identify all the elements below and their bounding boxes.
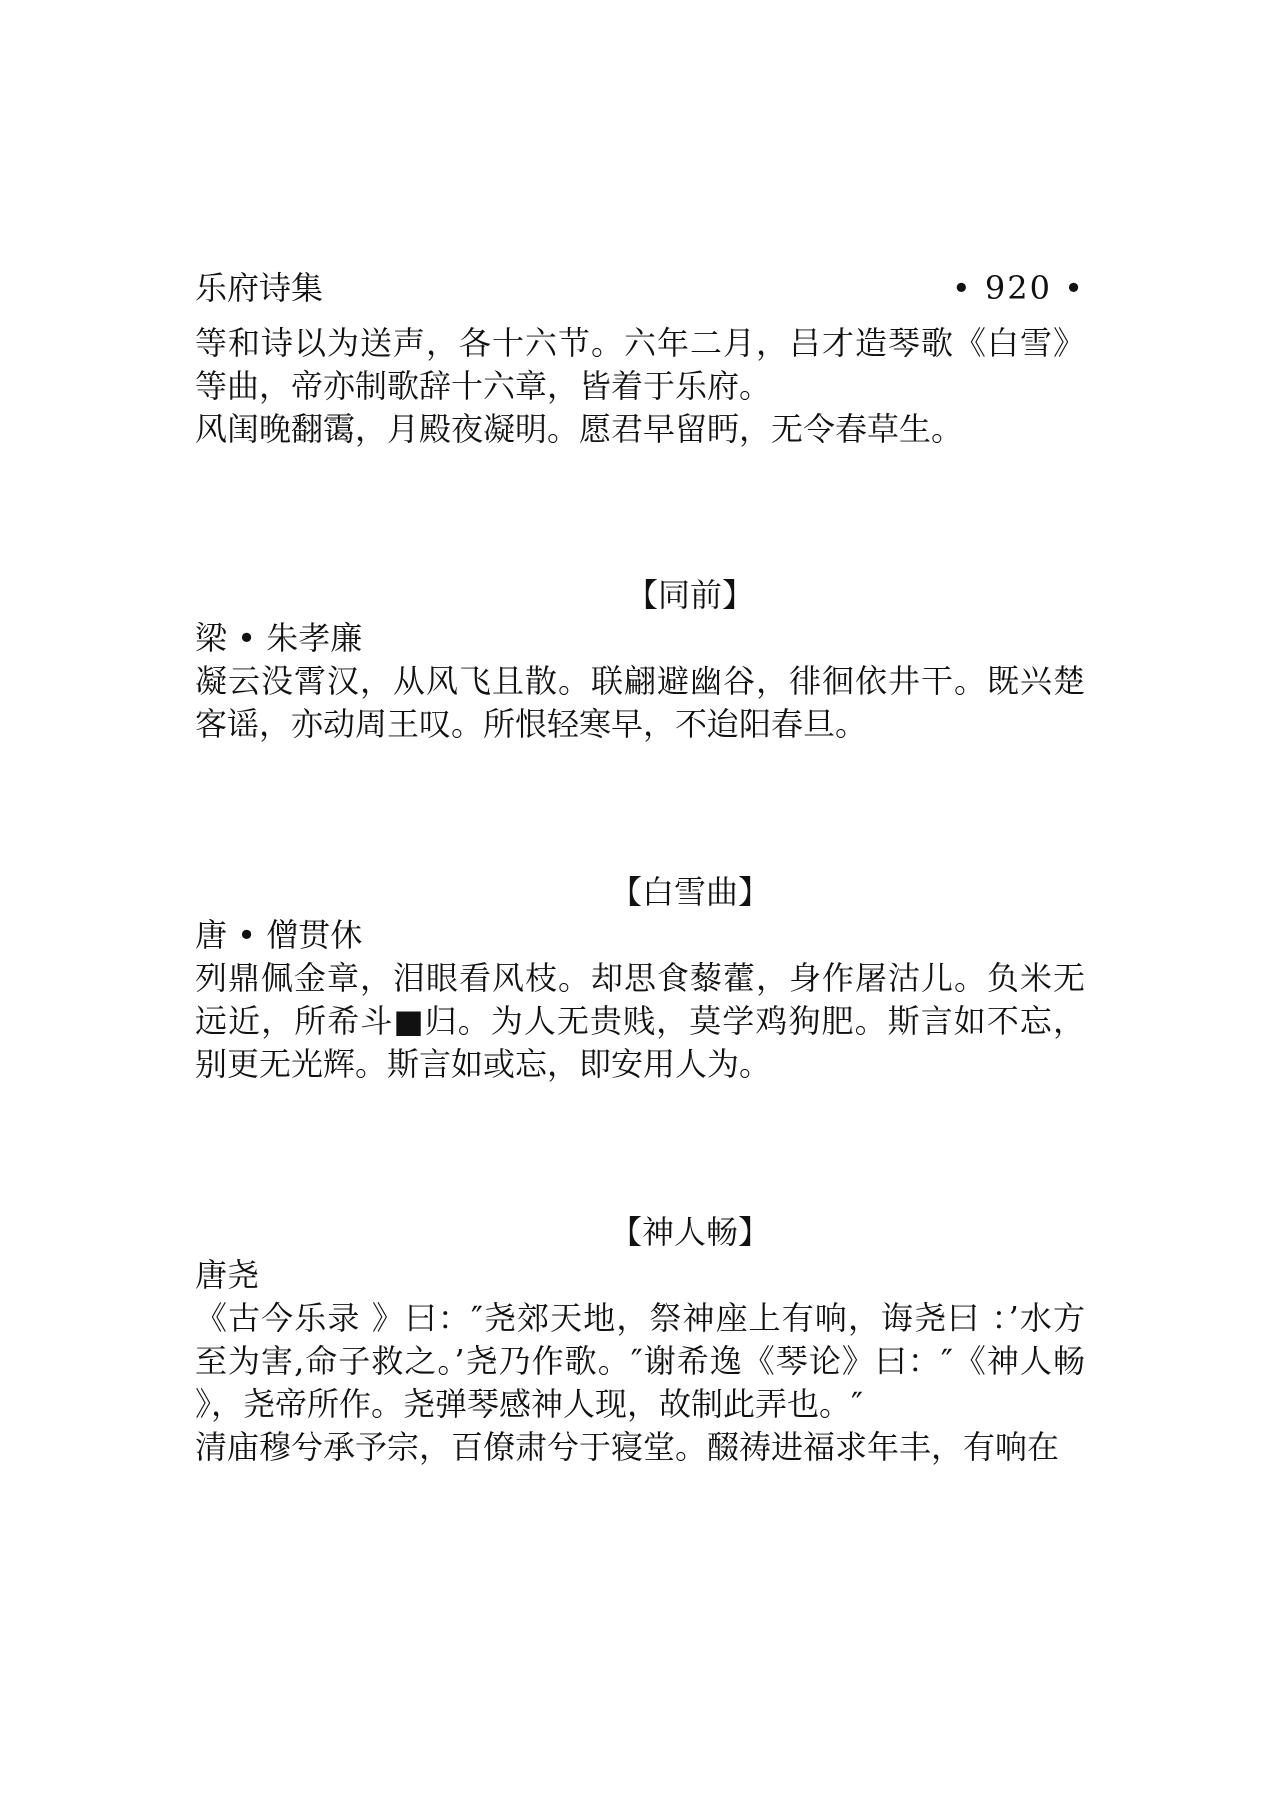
running-header: [195, 262, 1085, 314]
poem-text: 清庙穆兮承予宗，百僚肃兮于寝堂。醊祷进福求年丰，有响在: [195, 1428, 1060, 1466]
intro-block: [195, 322, 1085, 451]
poem-preface: 《古今乐录 》曰：″尧郊天地，祭神座上有响，诲尧曰 ：’水方至为害,命子救之。’尧乃作歌。″谢希逸《琴论》曰：″《神人畅 》，尧帝所作。尧弹琴感神人现，故制此弄也。″: [195, 1299, 1085, 1423]
poem-author: 唐 • 僧贯休: [195, 916, 363, 954]
poem-section: [195, 871, 1085, 1086]
section-title: 【同前】: [625, 576, 754, 614]
intro-preface: 等和诗以为送声，各十六节。六年二月，吕才造琴歌《白雪》等曲，帝亦制歌辞十六章，皆着于乐府。: [195, 324, 1085, 405]
poem-section: [195, 574, 1085, 746]
document-page: [195, 262, 1085, 1469]
poem-author: 唐尧: [195, 1256, 260, 1294]
poem-text: 列鼎佩金章，泪眼看风枝。却思食藜藿，身作屠沽儿。负米无远近，所希斗■归。为人无贵贱，莫学鸡狗肥。斯言如不忘，别更无光辉。斯言如或忘，即安用人为。: [195, 959, 1085, 1083]
book-title: 乐府诗集: [195, 269, 324, 307]
poem-author: 梁 • 朱孝廉: [195, 619, 363, 657]
poem-text: 凝云没霄汉，从风飞且散。联翩避幽谷，徘徊依井干。既兴楚客谣，亦动周王叹。所恨轻寒早，不迨阳春旦。: [195, 662, 1085, 743]
page-number: • 920 •: [951, 269, 1085, 307]
poem-section: [195, 1211, 1085, 1469]
intro-poem: 风闺晚翻霭，月殿夜凝明。愿君早留眄，无令春草生。: [195, 410, 964, 448]
section-title: 【神人畅】: [609, 1213, 770, 1251]
section-title: 【白雪曲】: [609, 873, 770, 911]
